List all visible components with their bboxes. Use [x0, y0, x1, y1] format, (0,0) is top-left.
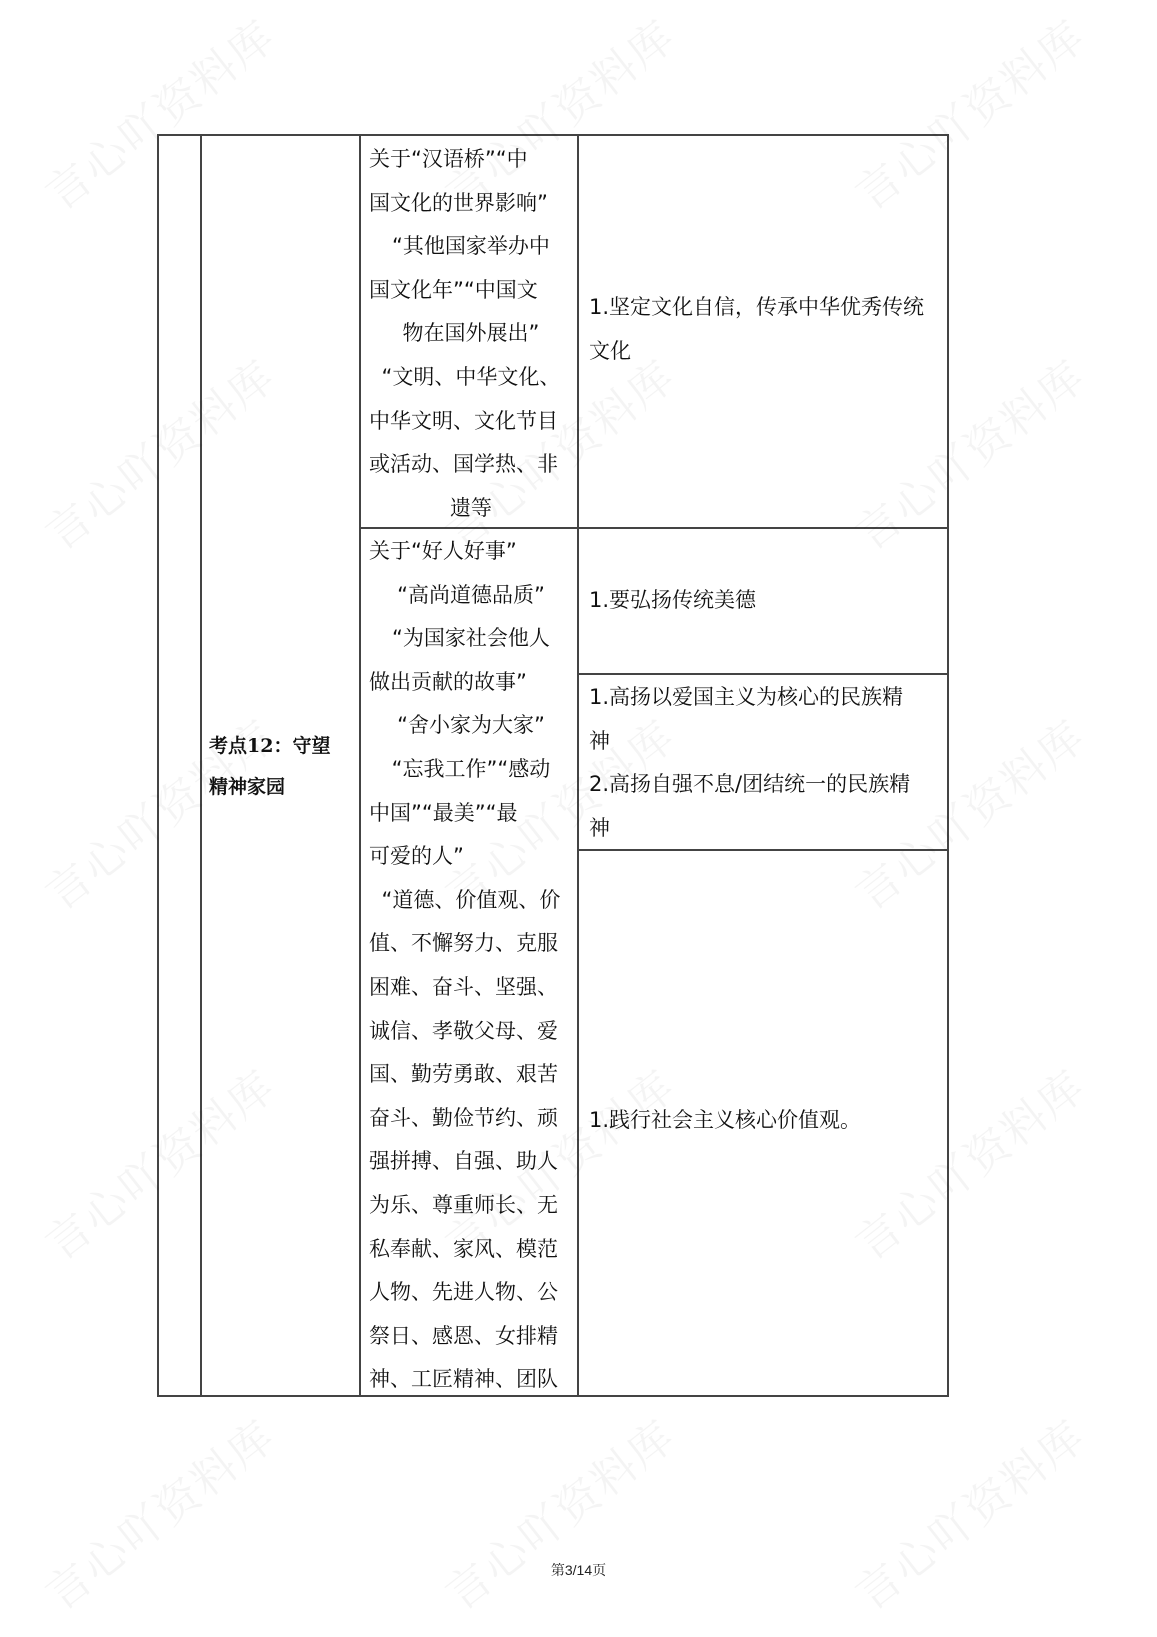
answer-line: 1.要弘扬传统美德	[589, 588, 757, 612]
keywords-cell-culture	[361, 138, 577, 530]
answer-cell-core-values	[579, 1099, 949, 1143]
answer-cell-virtue	[579, 579, 949, 623]
keyword-line: 私奉献、家风、模范	[369, 1236, 558, 1261]
keywords-cell-morality	[361, 530, 577, 1402]
keyword-line: “道德、价值观、价	[381, 887, 561, 912]
keyword-line: 奋斗、勤俭节约、顽	[369, 1105, 558, 1130]
keyword-line: “舍小家为大家”	[397, 713, 545, 738]
answer-cell-national-spirit	[579, 676, 949, 850]
keyword-line: 国、勤劳勇敢、艰苦	[369, 1062, 558, 1087]
topic-title-line: 考点12：守望	[209, 735, 331, 757]
table-divider	[577, 673, 947, 675]
knowledge-table	[157, 134, 949, 1397]
keyword-line: “忘我工作”“感动	[391, 756, 551, 781]
keyword-line: 中国”“最美”“最	[369, 800, 518, 825]
watermark-text	[430, 1402, 687, 1622]
answer-cell-culture	[579, 286, 949, 373]
index-cell	[159, 136, 200, 1395]
keyword-line: 祭日、感恩、女排精	[369, 1323, 558, 1348]
keyword-line: 值、不懈努力、克服	[369, 931, 558, 956]
keyword-line: 困难、奋斗、坚强、	[369, 974, 558, 999]
keyword-line: “文明、中华文化、	[381, 364, 561, 389]
keyword-line: 可爱的人”	[369, 844, 464, 869]
keyword-line: 物在国外展出”	[402, 321, 540, 346]
topic-title-cell	[209, 726, 359, 808]
keyword-line: 强拼搏、自强、助人	[369, 1149, 558, 1174]
keyword-line: 国文化的世界影响”	[369, 190, 548, 215]
answer-line: 神	[589, 728, 610, 753]
keyword-line: “其他国家举办中	[392, 234, 550, 259]
keyword-line: 诚信、孝敬父母、爱	[369, 1018, 558, 1043]
table-divider	[200, 136, 202, 1395]
answer-line: 神	[589, 815, 610, 840]
keyword-line: “高尚道德品质”	[397, 582, 545, 607]
keyword-line: “为国家社会他人	[392, 626, 550, 651]
keyword-line: 做出贡献的故事”	[369, 669, 527, 694]
watermark-text	[30, 1402, 287, 1622]
keyword-line: 人物、先进人物、公	[369, 1280, 558, 1305]
keyword-line: 神、工匠精神、团队	[369, 1367, 558, 1392]
keyword-line: 关于“好人好事”	[369, 539, 517, 563]
keyword-line: 国文化年”“中国文	[369, 277, 538, 302]
keyword-line: 或活动、国学热、非	[369, 452, 558, 477]
page-indicator: 第3/14页	[550, 1562, 607, 1578]
keyword-line: 为乐、尊重师长、无	[369, 1192, 558, 1217]
topic-title-line: 精神家园	[209, 776, 286, 798]
keyword-line: 关于“汉语桥”“中	[369, 147, 528, 171]
watermark-text	[840, 1402, 1097, 1622]
answer-line: 2.高扬自强不息/团结统一的民族精	[589, 772, 911, 797]
answer-line: 文化	[589, 338, 631, 363]
keyword-line: 遗等	[450, 495, 492, 520]
answer-line: 1.坚定文化自信，传承中华优秀传统	[589, 295, 925, 319]
keyword-line: 中华文明、文化节目	[369, 408, 558, 433]
answer-line: 1.践行社会主义核心价值观。	[589, 1108, 862, 1132]
answer-line: 1.高扬以爱国主义为核心的民族精	[589, 685, 904, 709]
